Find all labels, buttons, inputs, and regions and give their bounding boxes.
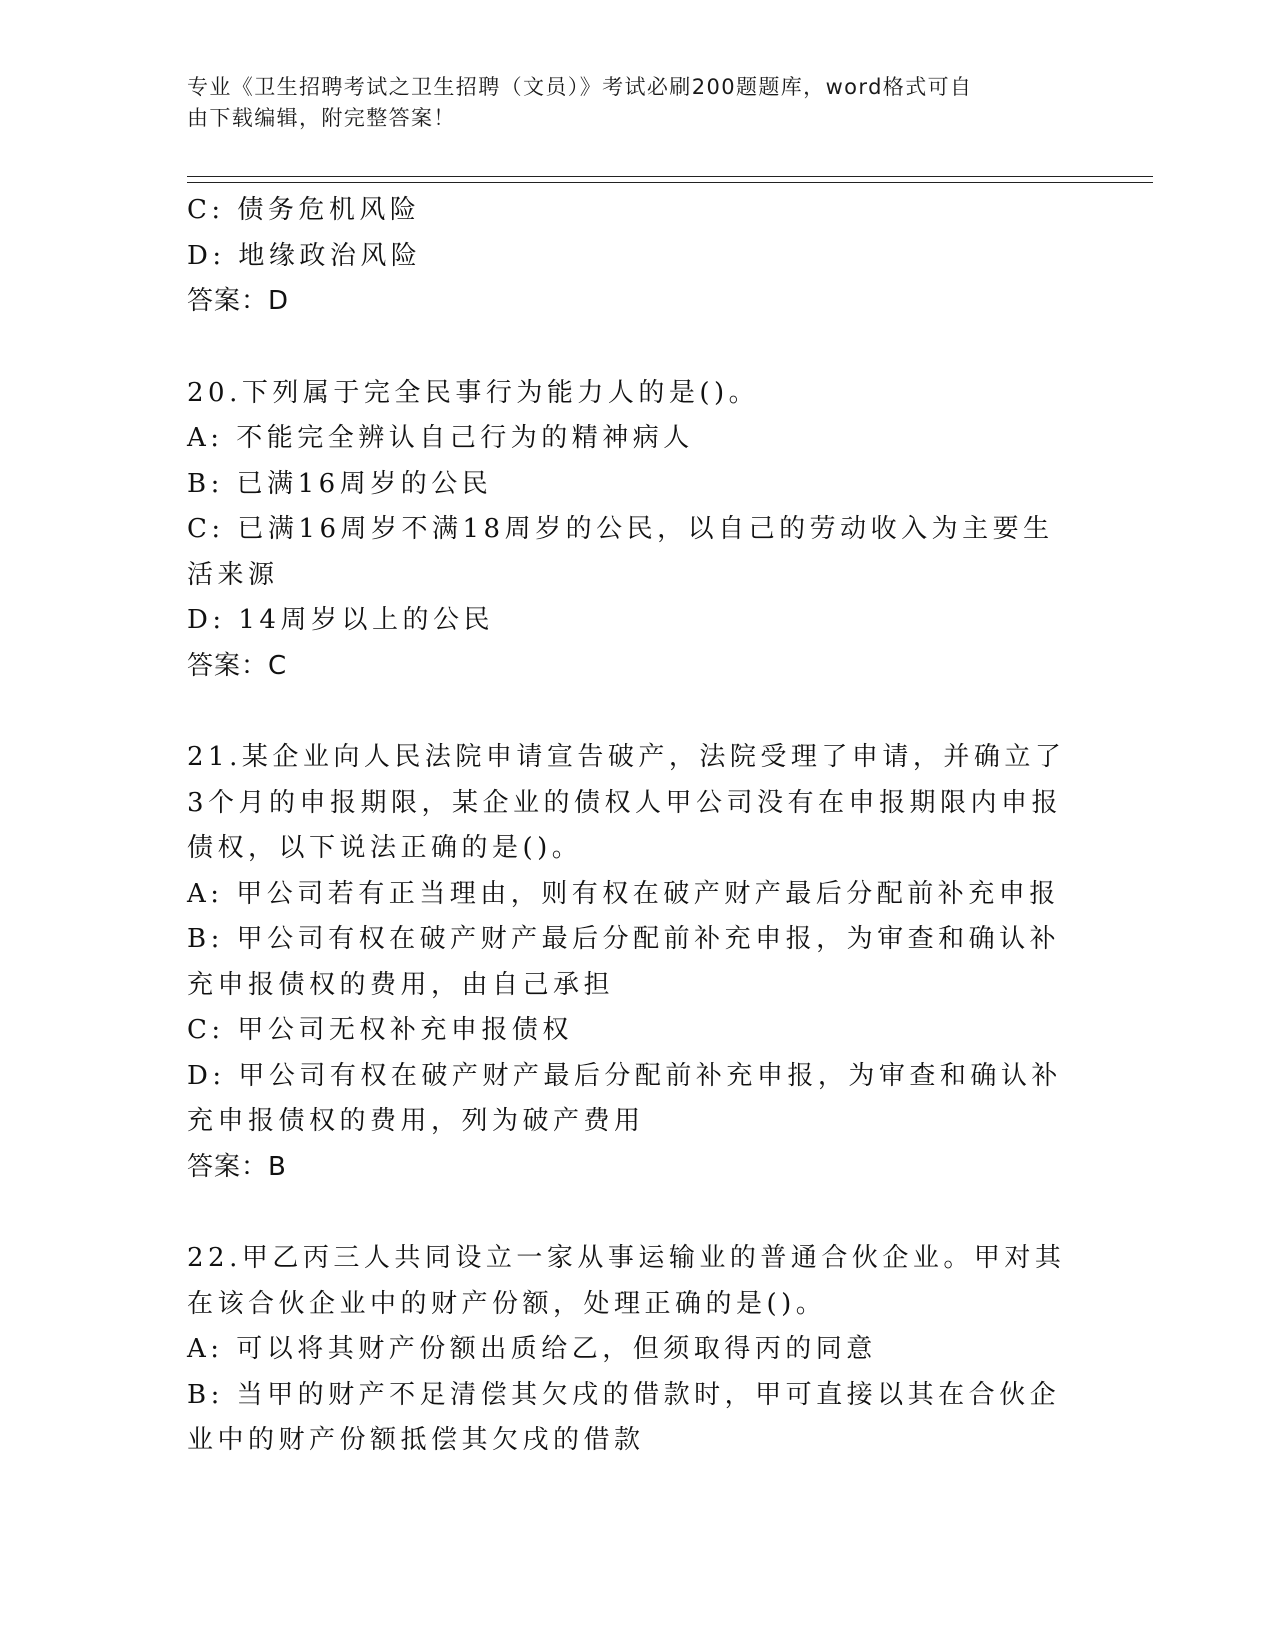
q21-stem: 21.某企业向人民法院申请宣告破产，法院受理了申请，并确立了3个月的申报期限，某企业的债权人甲公司没有在申报期限内申报债权，以下说法正确的是()。 [187,742,1066,863]
q22-stem: 22.甲乙丙三人共同设立一家从事运输业的普通合伙企业。甲对其在该合伙企业中的财产份额，处理正确的是()。 [187,1243,1066,1319]
q20-option-a: A: 不能完全辨认自己行为的精神病人 [187,423,694,453]
header-line-2: 由下载编辑，附完整答案！ [187,106,456,130]
q19-option-d: D: 地缘政治风险 [187,240,422,271]
q21-option-a: A: 甲公司若有正当理由，则有权在破产财产最后分配前补充申报 [187,878,1060,909]
q21-option-c: C: 甲公司无权补充申报债权 [187,1015,573,1045]
q21-answer: 答案：B [187,1151,287,1182]
header-rule-top [187,176,1153,177]
q20-option-c: C: 已满16周岁不满18周岁的公民，以自己的劳动收入为主要生活来源 [187,514,1054,590]
page-header [187,72,1087,134]
question-content [187,188,1077,1464]
q19-option-c: C: 债务危机风险 [187,195,421,225]
header-rule-bottom [187,182,1153,183]
q20-option-b: B: 已满16周岁的公民 [187,468,493,499]
q20-stem: 20.下列属于完全民事行为能力人的是()。 [187,377,760,408]
q20-answer: 答案：C [187,650,288,681]
q22-option-a: A: 可以将其财产份额出质给乙，但须取得丙的同意 [187,1334,877,1364]
q22-option-b: B: 当甲的财产不足清偿其欠戌的借款时，甲可直接以其在合伙企业中的财产份额抵偿其欠戌的借款 [187,1379,1061,1455]
q21-option-d: D: 甲公司有权在破产财产最后分配前补充申报，为审查和确认补充申报债权的费用，列为破产费用 [187,1060,1062,1136]
q21-option-b: B: 甲公司有权在破产财产最后分配前补充申报，为审查和确认补充申报债权的费用，由自己承担 [187,924,1061,1000]
q19-answer: 答案：D [187,286,290,316]
q20-option-d: D: 14周岁以上的公民 [187,605,494,635]
header-line-1: 专业《卫生招聘考试之卫生招聘（文员）》考试必刷200题题库，word格式可自 [187,75,973,99]
